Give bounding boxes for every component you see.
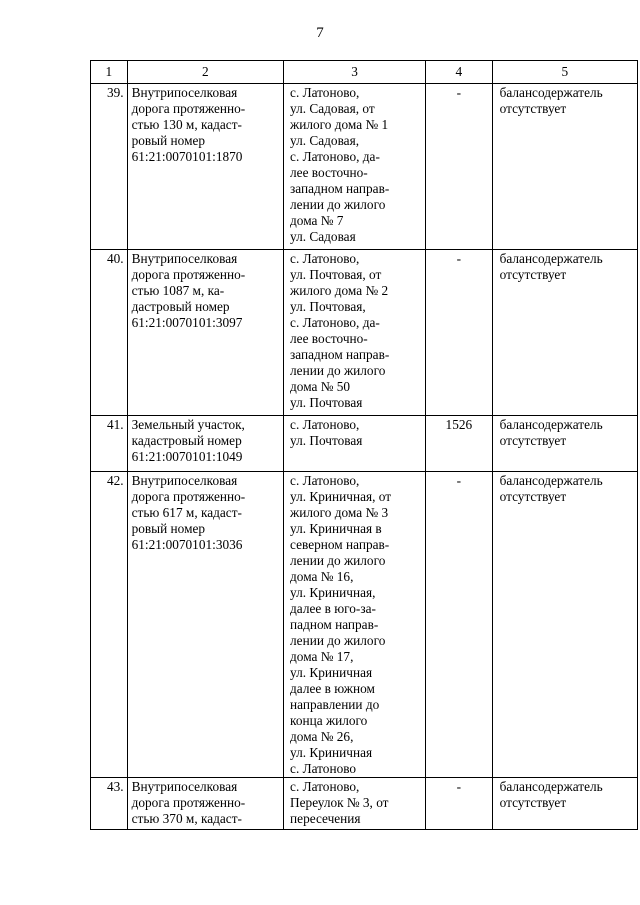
object-line: дорога протяженно- [131,101,246,116]
header-cell: 1 [91,61,128,84]
location-line: далее в южном [290,681,375,696]
holder-line: отсутствует [499,101,567,116]
table-row [91,472,638,778]
holder-line: балансодержатель [499,779,603,794]
table-row [91,778,638,830]
holder-line: балансодержатель [499,473,603,488]
row-number: 39. [91,84,128,250]
object-description [127,778,283,830]
object-location [284,472,426,778]
row-number: 41. [91,416,128,472]
location-line: ул. Криничная, [290,585,376,600]
location-line: лее восточно- [290,331,368,346]
header-cell: 2 [127,61,283,84]
location-line: с. Латоново [290,761,357,776]
object-line: Внутрипоселковая [131,779,238,794]
object-line: 61:21:0070101:3036 [131,537,243,552]
holder-line: балансодержатель [499,85,603,100]
holder-line: отсутствует [499,489,567,504]
object-line: дорога протяженно- [131,795,246,810]
location-line: западном направ- [290,347,390,362]
row-number: 43. [91,778,128,830]
location-line: с. Латоново, [290,251,360,266]
location-line: жилого дома № 2 [290,283,389,298]
header-cell: 4 [426,61,493,84]
location-line: дома № 7 [290,213,344,228]
location-line: с. Латоновo, да- [290,149,380,164]
location-line: лении до жилого [290,363,386,378]
location-line: ул. Садовая [290,229,356,244]
object-line: 61:21:0070101:3097 [131,315,243,330]
object-line: стью 1087 м, ка- [131,283,225,298]
location-line: с. Латоново, [290,779,360,794]
header-cell: 3 [284,61,426,84]
header-cell: 5 [492,61,637,84]
location-line: ул. Почтовая, [290,299,366,314]
location-line: лении до жилого [290,553,386,568]
location-line: ул. Криничная, от [290,489,392,504]
location-line: Переулок № 3, от [290,795,389,810]
balance-holder [492,250,637,416]
object-area: - [426,778,493,830]
location-line: ул. Криничная [290,665,373,680]
location-line: ул. Садовая, [290,133,360,148]
object-area: - [426,250,493,416]
object-line: стью 370 м, кадаст- [131,811,242,826]
object-location [284,416,426,472]
object-location [284,84,426,250]
location-line: ул. Криничная [290,745,373,760]
location-line: лении до жилого [290,197,386,212]
object-area: - [426,84,493,250]
object-description [127,250,283,416]
header-row [91,61,638,84]
holder-line: балансодержатель [499,417,603,432]
page-number: 7 [316,25,324,41]
location-line: западном направ- [290,181,390,196]
location-line: ул. Почтовая [290,395,363,410]
balance-holder [492,416,637,472]
location-line: ул. Садовая, от [290,101,375,116]
location-line: жилого дома № 3 [290,505,389,520]
location-line: ул. Криничная в [290,521,382,536]
table-row [91,84,638,250]
row-number: 42. [91,472,128,778]
location-line: конца жилого [290,713,368,728]
location-line: ул. Почтовая, от [290,267,382,282]
balance-holder [492,778,637,830]
object-line: Земельный участок, [131,417,245,432]
object-location [284,250,426,416]
object-line: дорога протяженно- [131,489,246,504]
object-line: 61:21:0070101:1870 [131,149,243,164]
object-line: стью 130 м, кадаст- [131,117,242,132]
location-line: дома № 26, [290,729,354,744]
location-line: лении до жилого [290,633,386,648]
balance-holder [492,84,637,250]
object-line: 61:21:0070101:1049 [131,449,243,464]
object-line: Внутрипоселковая [131,251,238,266]
object-line: дастровый номер [131,299,230,314]
table-row [91,416,638,472]
object-description [127,84,283,250]
object-line: стью 617 м, кадаст- [131,505,242,520]
location-line: дома № 17, [290,649,354,664]
object-line: ровый номер [131,133,206,148]
object-line: дорога протяженно- [131,267,246,282]
object-line: Внутрипоселковая [131,473,238,488]
object-area: - [426,472,493,778]
location-line: дома № 50 [290,379,351,394]
object-area: 1526 [426,416,493,472]
location-line: с. Латоново, да- [290,315,380,330]
object-description [127,472,283,778]
location-line: далее в юго-за- [290,601,376,616]
holder-line: отсутствует [499,433,567,448]
location-line: с. Латоново, [290,417,360,432]
holder-line: балансодержатель [499,251,603,266]
object-line: ровый номер [131,521,206,536]
location-line: с. Латоново, [290,473,360,488]
location-line: пересечения [290,811,361,826]
row-number: 40. [91,250,128,416]
location-line: жилого дома № 1 [290,117,389,132]
location-line: падном направ- [290,617,379,632]
location-line: направлении до [290,697,380,712]
location-line: лее восточно- [290,165,368,180]
object-line: Внутрипоселковая [131,85,238,100]
object-location [284,778,426,830]
object-line: кадастровый номер [131,433,242,448]
holder-line: отсутствует [499,795,567,810]
location-line: с. Латоново, [290,85,360,100]
holder-line: отсутствует [499,267,567,282]
location-line: ул. Почтовая [290,433,363,448]
table-row [91,250,638,416]
location-line: дома № 16, [290,569,354,584]
location-line: северном направ- [290,537,390,552]
balance-holder [492,472,637,778]
registry-table [90,60,638,830]
object-description [127,416,283,472]
